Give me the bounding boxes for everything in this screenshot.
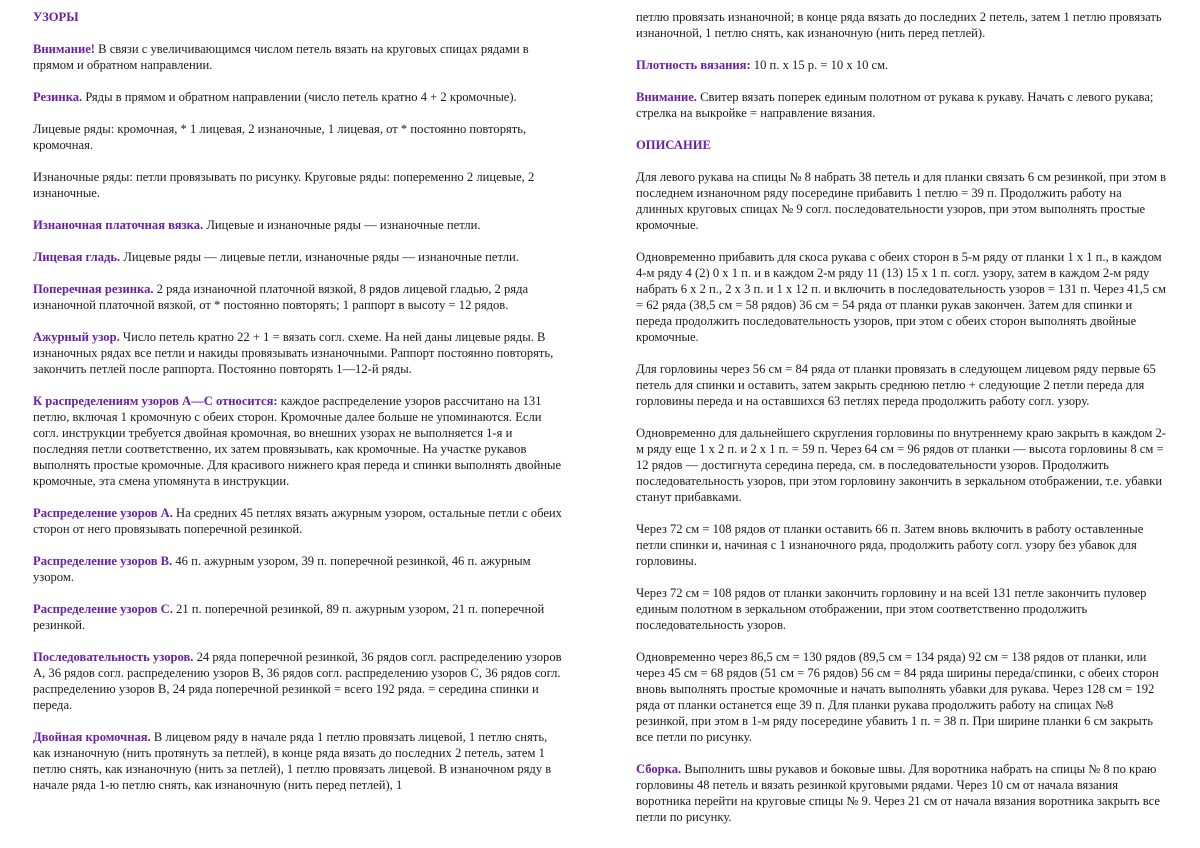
paragraph [636, 249, 1168, 345]
paragraph [33, 601, 565, 633]
paragraph [636, 89, 1168, 121]
paragraph-label: Внимание. [636, 90, 697, 104]
paragraph [636, 9, 1168, 41]
left-paragraphs [33, 41, 565, 793]
paragraph [33, 649, 565, 713]
right-paragraphs [636, 169, 1168, 825]
paragraph [33, 329, 565, 377]
section-heading-description: ОПИСАНИЕ [636, 138, 711, 152]
paragraph-text: Свитер вязать поперек единым полотном от рукава к рукаву. Начать с левого рукава; стрелка на выкройке = направление вязания. [636, 90, 1154, 120]
paragraph-label: Резинка. [33, 90, 83, 104]
paragraph [33, 169, 565, 201]
paragraph [636, 761, 1168, 825]
paragraph [636, 521, 1168, 569]
paragraph-label: Внимание! [33, 42, 95, 56]
paragraph [636, 585, 1168, 633]
paragraph-label: Поперечная резинка. [33, 282, 154, 296]
paragraph-text: В лицевом ряду в начале ряда 1 петлю провязать лицевой, 1 петлю снять, как изнаночную (нить протянуть за петлей), в конце ряда вязать до последних 2 петель, затем 1 петлю снять, как изнаночную (нить за петлей), 1 петлю провязать лицевой. В изнаночном ряду в начале ряда 1-ю петлю снять, как изнаночную (нить перед петлей), 1 [33, 730, 552, 792]
paragraph-text: Одновременно прибавить для скоса рукава с обеих сторон в 5-м ряду от планки 1 х 1 п., в каждом 4-м ряду 4 (2) 0 х 1 п. и в каждом 2-м ряду 11 (13) 15 х 1 п. согл. узору, затем в каждом 2-м ряду набрать 6 х 2 п., 2 х 3 п. и 1 х 12 п. и включить в последовательность узоров = 131 п. Через 41,5 см = 62 ряда (38,5 см = 58 рядов) 36 см = 54 ряда от планки рукав закончен. Затем для спинки и переда продолжить последовательность узоров, при этом с обеих сторон выполнять двойные кромочные. [636, 250, 1166, 344]
paragraph-label: Лицевая гладь. [33, 250, 121, 264]
paragraph [33, 729, 565, 793]
paragraph [33, 89, 565, 105]
paragraph-text: Лицевые ряды: кромочная, * 1 лицевая, 2 изнаночные, 1 лицевая, от * постоянно повторять, кромочная. [33, 122, 527, 152]
right-top-paragraphs [636, 9, 1168, 121]
paragraph-text: Одновременно через 86,5 см = 130 рядов (89,5 см = 134 ряда) 92 см = 138 рядов от планки, или через 45 см = 68 рядов (51 см = 76 рядов) 56 см = 84 ряда ширины переда/спинки, с обеих сторон вновь выполнять простые кромочные и начать выполнять убавки для рукава. Через 128 см = 192 ряда от планки останется еще 39 п. Для планки рукава продолжить работу на спицах №8 резинкой, при этом в 1-м ряду посередине убавить 1 п. = 38 п. При ширине планки 6 см закрыть все петли по рисунку. [636, 650, 1159, 744]
paragraph-text: 24 ряда поперечной резинкой, 36 рядов согл. распределению узоров А, 36 рядов согл. распределению узоров В, 36 рядов согл. распределению узоров С, 36 рядов согл. распределению узоров В, 24 ряда поперечной резинкой = всего 192 ряда. = середина спинки и переда. [33, 650, 562, 712]
paragraph [636, 361, 1168, 409]
paragraph [636, 57, 1168, 73]
paragraph [33, 281, 565, 313]
paragraph-text: В связи с увеличивающимся числом петель вязать на круговых спицах рядами в прямом и обратном направлении. [33, 42, 529, 72]
paragraph-text: 2 ряда изнаночной платочной вязкой, 8 рядов лицевой гладью, 2 ряда изнаночной платочной вязкой, от * постоянно повторять; 1 раппорт в высоту = 12 рядов. [33, 282, 529, 312]
paragraph [33, 393, 565, 489]
paragraph-label: Двойная кромочная. [33, 730, 151, 744]
left-column [33, 9, 565, 809]
paragraph-label: Сборка. [636, 762, 682, 776]
paragraph-label: Ажурный узор. [33, 330, 120, 344]
paragraph-text: 10 п. х 15 р. = 10 х 10 см. [750, 58, 889, 72]
paragraph-text: Для левого рукава на спицы № 8 набрать 38 петель и для планки связать 6 см резинкой, при этом в последнем изнаночном ряду посередине прибавить 1 петлю = 39 п. Продолжить работу на длинных круговых спицах № 9 согл. последовательности узоров, при этом выполнять простые кромочные. [636, 170, 1167, 232]
paragraph-text: На средних 45 петлях вязать ажурным узором, остальные петли с обеих сторон от него провязывать поперечной резинкой. [33, 506, 562, 536]
paragraph-label: Изнаночная платочная вязка. [33, 218, 204, 232]
paragraph-text: петлю провязать изнаночной; в конце ряда вязать до последних 2 петель, затем 1 петлю провязать изнаночной, 1 петлю снять, как изнаночную (нить перед петлей). [636, 10, 1162, 40]
paragraph-label: Распределение узоров В. [33, 554, 173, 568]
paragraph-text: Через 72 см = 108 рядов от планки закончить горловину и на всей 131 петле закончить пуловер единым полотном в зеркальном отображении, при этом соответственно продолжить последовательность узоров. [636, 586, 1147, 632]
paragraph-text: Ряды в прямом и обратном направлении (число петель кратно 4 + 2 кромочные). [82, 90, 517, 104]
paragraph-text: 21 п. поперечной резинкой, 89 п. ажурным узором, 21 п. поперечной резинкой. [33, 602, 545, 632]
paragraph-label: Плотность вязания: [636, 58, 751, 72]
paragraph-text: Лицевые ряды — лицевые петли, изнаночные ряды — изнаночные петли. [120, 250, 519, 264]
paragraph [33, 249, 565, 265]
paragraph-text: Изнаночные ряды: петли провязывать по рисунку. Круговые ряды: попеременно 2 лицевые, 2 изнаночные. [33, 170, 535, 200]
paragraph-text: Через 72 см = 108 рядов от планки оставить 66 п. Затем вновь включить в работу оставленные петли спинки и, начиная с 1 изнаночного ряда, продолжить работу согл. узору без убавок для горловины. [636, 522, 1144, 568]
paragraph [33, 121, 565, 153]
paragraph-label: К распределениям узоров А—С относится: [33, 394, 278, 408]
paragraph-text: Для горловины через 56 см = 84 ряда от планки провязать в следующем лицевом ряду первые 65 петель для спинки и оставить, затем закрыть среднюю петлю + следующие 2 петли переда для горловины переда и на оставшихся 63 петлях переда продолжить работу согл. узору. [636, 362, 1156, 408]
paragraph [636, 169, 1168, 233]
paragraph-text: Выполнить швы рукавов и боковые швы. Для воротника набрать на спицы № 8 по краю горловины 48 петель и вязать резинкой круговыми рядами. Через 10 см от начала вязания воротника перейти на круговые спицы № 9. Через 21 см от начала вязания воротника закрыть все петли по рисунку. [636, 762, 1160, 824]
paragraph-text: Лицевые и изнаночные ряды — изнаночные петли. [203, 218, 481, 232]
paragraph-text: Число петель кратно 22 + 1 = вязать согл. схеме. На ней даны лицевые ряды. В изнаночных рядах все петли и накиды провязывать изнаночными. Раппорт постоянно повторять, закончить петлей после раппорта. Постоянно повторять 1—12-й ряды. [33, 330, 554, 376]
paragraph [33, 41, 565, 73]
paragraph-text: каждое распределение узоров рассчитано на 131 петлю, включая 1 кромочную с обеих сторон. Кромочные далее больше не упоминаются. Если согл. инструкции требуется двойная кромочная, во внешних узорах не выполняется 1-я и последняя петли соответственно, их затем провязывать, как кромочные. На участке рукавов выполнять простые кромочные. Для красивого нижнего края переда и спинки выполнять двойные кромочные, эта смена упомянута в инструкции. [33, 394, 562, 488]
paragraph-text: Одновременно для дальнейшего скругления горловины по внутреннему краю закрыть в каждом 2-м ряду еще 1 х 2 п. и 2 х 1 п. = 59 п. Через 64 см = 96 рядов от планки — высота горловины 8 см = 12 рядов — достигнута середина переда, см. в последовательности узоров. Продолжить последовательность узоров, при этом горловину закончить в зеркальном отображении, т.е. убавки станут прибавками. [636, 426, 1166, 504]
paragraph [636, 649, 1168, 745]
right-column [636, 9, 1168, 841]
section-heading-patterns: УЗОРЫ [33, 10, 79, 24]
paragraph-label: Распределение узоров С. [33, 602, 173, 616]
paragraph [33, 553, 565, 585]
paragraph-label: Распределение узоров А. [33, 506, 173, 520]
paragraph [33, 505, 565, 537]
paragraph-label: Последовательность узоров. [33, 650, 194, 664]
paragraph-text: 46 п. ажурным узором, 39 п. поперечной резинкой, 46 п. ажурным узором. [33, 554, 531, 584]
paragraph [33, 217, 565, 233]
paragraph [636, 425, 1168, 505]
